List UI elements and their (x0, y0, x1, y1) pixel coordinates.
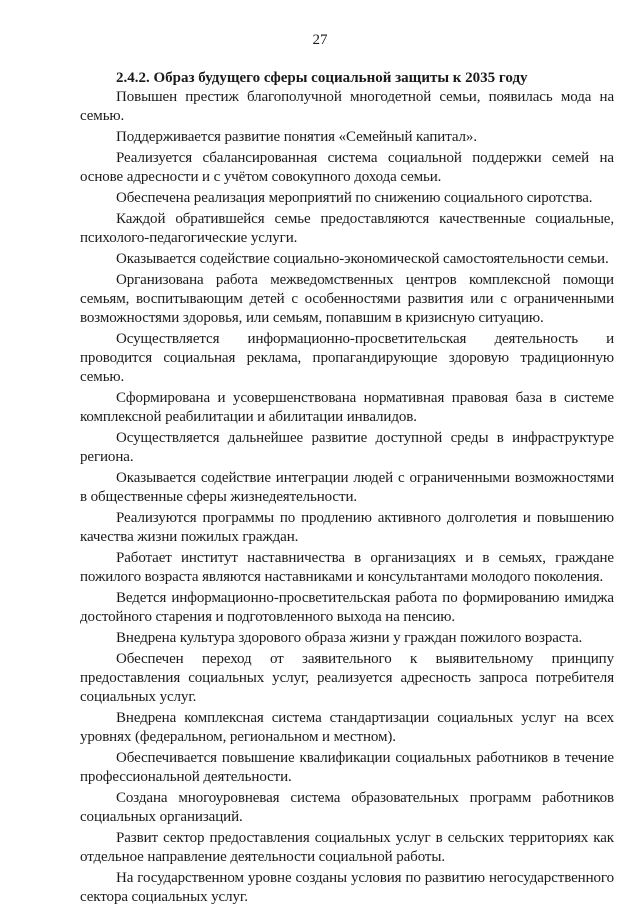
paragraph: На государственном уровне созданы условия по развитию негосударственного сектора социальных услуг. (80, 870, 614, 905)
paragraph: Реализуется сбалансированная система социальной поддержки семей на основе адресности и с учётом совокупного дохода семьи. (80, 150, 614, 185)
paragraph: Внедрена комплексная система стандартизации социальных услуг на всех уровнях (федеральном, региональном и местном). (80, 710, 614, 745)
paragraph: Создана многоуровневая система образовательных программ работников социальных организаций. (80, 790, 614, 825)
paragraph: Работает институт наставничества в организациях и в семьях, граждане пожилого возраста являются наставниками и консультантами молодого поколения. (80, 550, 614, 585)
paragraph: Внедрена культура здорового образа жизни у граждан пожилого возраста. (116, 630, 583, 646)
paragraph: Обеспечен переход от заявительного к выявительному принципу предоставления социальных услуг, реализуется адресность запроса потребителя социальных услуг. (80, 651, 614, 705)
paragraph: Оказывается содействие социально-экономической самостоятельности семьи. (116, 251, 609, 267)
paragraph: Обеспечивается повышение квалификации социальных работников в течение профессиональной деятельности. (80, 750, 614, 785)
paragraph: Сформирована и усовершенствована нормативная правовая база в системе комплексной реабилитации и абилитации инвалидов. (80, 390, 614, 425)
paragraph: Поддерживается развитие понятия «Семейный капитал». (116, 129, 477, 145)
paragraph: Развит сектор предоставления социальных услуг в сельских территориях как отдельное направление деятельности социальной работы. (80, 830, 614, 865)
paragraph: Каждой обратившейся семье предоставляются качественные социальные, психолого-педагогические услуги. (80, 211, 614, 246)
section-heading: 2.4.2. Образ будущего сферы социальной защиты к 2035 году (116, 70, 528, 86)
paragraph: Осуществляется информационно-просветительская деятельность и проводится социальная реклама, пропагандирующие здоровую традиционную семью. (80, 331, 614, 385)
page-number: 27 (312, 32, 328, 48)
paragraph: Осуществляется дальнейшее развитие доступной среды в инфраструктуре региона. (80, 430, 614, 465)
paragraph: Оказывается содействие интеграции людей с ограниченными возможностями в общественные сферы жизнедеятельности. (80, 470, 614, 505)
paragraph: Повышен престиж благополучной многодетной семьи, появилась мода на семью. (80, 89, 614, 124)
paragraph: Реализуются программы по продлению активного долголетия и повышению качества жизни пожилых граждан. (80, 510, 614, 545)
paragraph: Обеспечена реализация мероприятий по снижению социального сиротства. (116, 190, 593, 206)
paragraph: Организована работа межведомственных центров комплексной помощи семьям, воспитывающим детей с особенностями развития или с ограниченными возможностями здоровья, или семьям, попавшим в кризисную ситуацию. (80, 272, 614, 326)
paragraph: Ведется информационно-просветительская работа по формированию имиджа достойного старения и подготовленного выхода на пенсию. (80, 590, 614, 625)
page-content (80, 69, 614, 909)
